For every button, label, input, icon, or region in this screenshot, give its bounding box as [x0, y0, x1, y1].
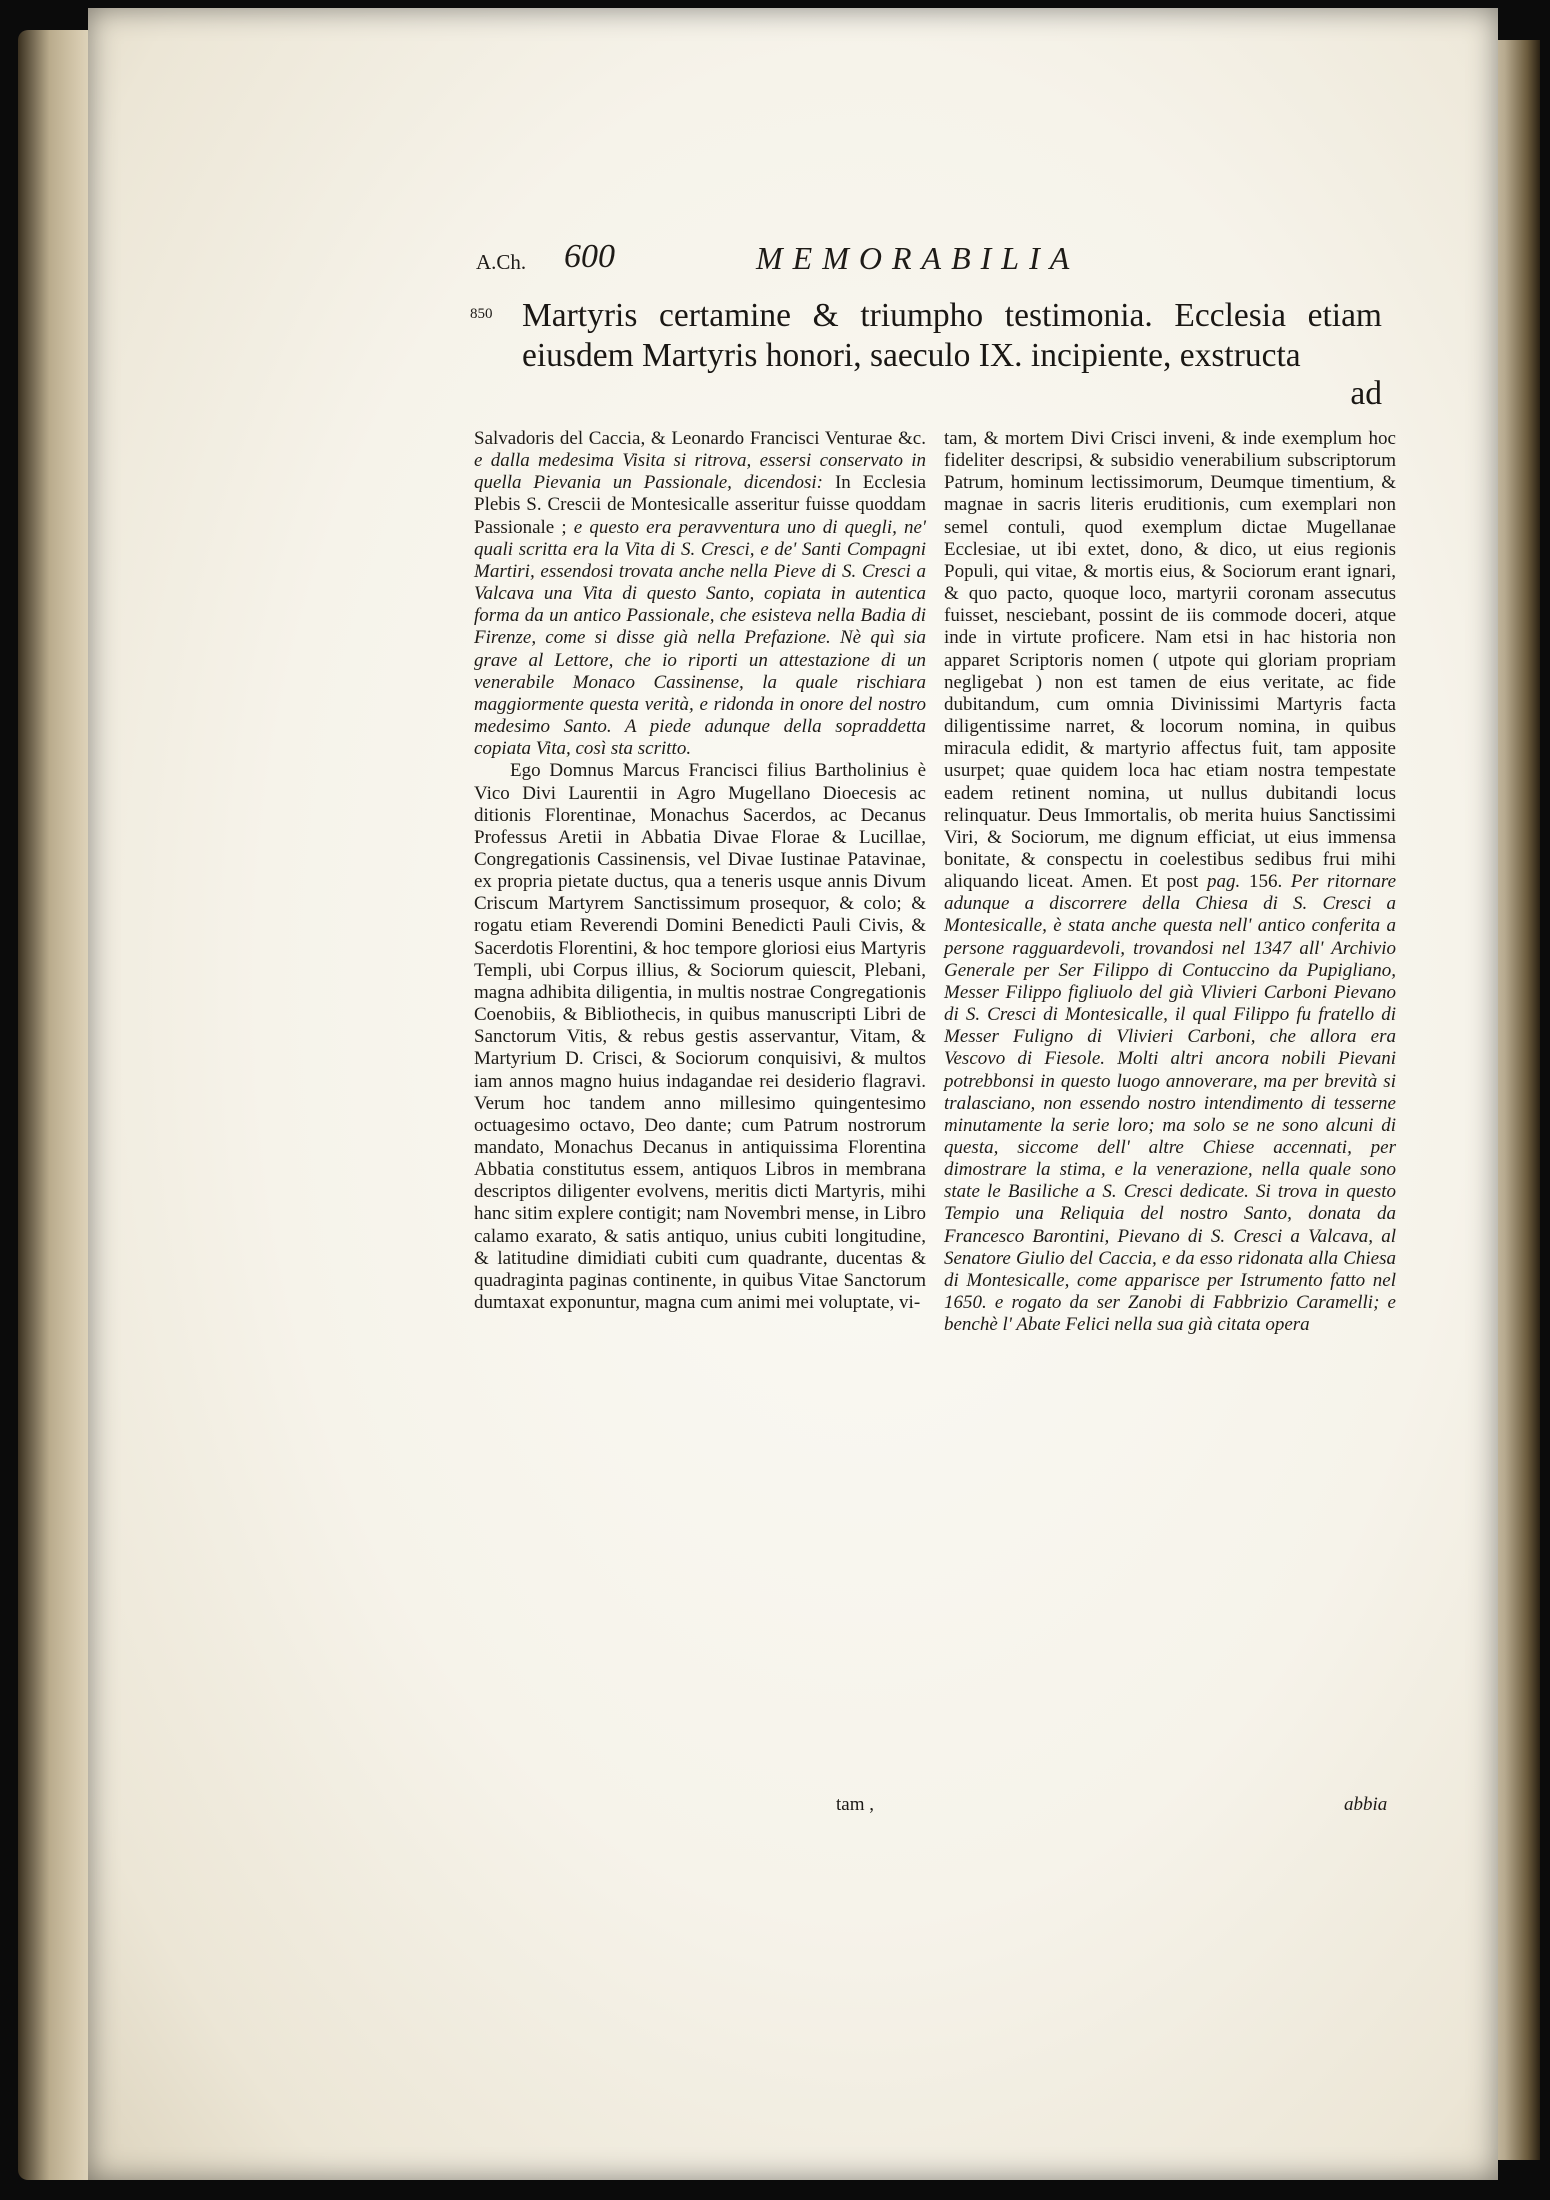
intro-paragraph	[522, 296, 1382, 414]
left-paragraph-2: Ego Domnus Marcus Francisci filius Bartholinius è Vico Divi Laurentii in Agro Mugellano Dioecesis ac ditionis Florentinae, Monachus Sacerdos, ac Decanus Professus Aretii in Abbatia Divae Florae & Lucillae, Congregationis Cassinensis, vel Divae Iustinae Patavinae, ex propria pietate ductus, qua a teneris usque annis Divum Criscum Martyrem Sanctissimum prosequor, & colo; & rogatu etiam Reverendi Domini Benedicti Pauli Civis, & Sacerdotis Florentini, & hoc tempore gloriosi eius Martyris Templi, ubi Corpus illius, & Sociorum quiescit, Plebani, magna adhibita diligentia, in multis nostrae Congregationis Coenobiis, & Bibliothecis, in quibus manuscripti Libri de Sanctorum Vitis, & rebus gestis asservantur, Vitam, & Martyrium D. Crisci, & Sociorum conquisivi, & multos iam annos magno huius indagandae rei desiderio flagravi. Verum hoc tandem anno millesimo quingentesimo octuagesimo octavo, Deo dante; cum Patrum nostrorum mandato, Monachus Decanus in antiquissima Florentina Abbatia constitutus essem, antiquos Libros in membrana descriptos diligenter evolvens, meritis dicti Martyris, mihi hanc sitim explere contigit; nam Novembri mense, in Libro calamo exarato, & satis antiquo, unius cubiti longitudine, & latitudine dimidiati cubiti cum quadrante, ducentas & quadraginta paginas continente, in quibus Vitae Sanctorum dumtaxat exponuntur, magna cum animi mei voluptate, vi-	[474, 760, 926, 1314]
right-paragraph-1	[944, 428, 1396, 1336]
right-p1-italic-c: pag.	[1207, 871, 1241, 893]
running-title: MEMORABILIA	[756, 240, 1080, 276]
right-p1-roman-a: tam, & mortem Divi Crisci inveni, & inde exemplum hoc fideliter descripsi, & subsidio venerabilium subscriptorum Patrum, hominum lectissimorum, Deumque timentium, & magnae in sacris literis eruditionis, cum exemplari non semel contuli, quod exemplum dictae Mugellanae Ecclesiae, ut ibi extet, dono, & dico, ut eius regionis Populi, qui vitae, & mortis eius, & Sociorum erant ignari, & quo pacto, quoque loco, martyrii coronam assecutus fuisset, nesciebant, possint de iis commode doceri, atque inde in virtute proficere. Nam etsi in hac historia non apparet Scriptoris nomen ( utpote qui gloriam propriam negligebat ) non est tamen de eius veritate, ac fide dubitandum, cum omnia Divinissimi Martyris facta diligentissime narret, & locorum nomina, in quibus miracula edidit, & martyrio affectus fuit, tam apposite usurpet; quae quidem loca hac etiam nostra tempestate eadem retinent nomina, ut nullus dubitandi locus relinquatur. Deus Immortalis, ob merita huius Sanctissimi Viri, & Sociorum, me dignum efficiat, ut eius immensa bonitate, & conspectu in coelestibus sedibus frui mihi aliquando liceat. Amen.	[944, 428, 1396, 893]
left-p1-roman-c: In Ecclesia Plebis S. Crescii de Montesicalle asseritur fuisse quoddam Passionale ;	[474, 472, 926, 538]
margin-year: 850	[470, 306, 493, 322]
right-column-catchword: abbia	[1344, 1794, 1388, 1815]
left-p1-roman-a: Salvadoris del Caccia, & Leonardo Francisci Venturae &c.	[474, 428, 926, 449]
running-head	[386, 238, 1206, 288]
anno-christi-label: A.Ch.	[476, 250, 527, 274]
right-column	[944, 428, 1396, 1336]
page-number: 600	[564, 238, 615, 275]
left-p1-italic-d: e questo era peravventura uno di quegli, ne' quali scritta era la Vita di S. Cresci, e de' Santi Compagni Martiri, essendosi trovata anche nella Pieve di S. Cresci a Valcava una Vita di questo Santo, copiata in autentica forma da un antico Passionale, che esisteva nella Badia di Firenze, come si disse già nella Prefazione. Nè quì sia grave al Lettore, che io riporti un attestazione di un venerabile Monaco Cassinense, la quale rischiara maggiormente questa verità, e ridonda in onore del nostro medesimo Santo. A piede adunque della sopraddetta copiata Vita, così sta scritto.	[474, 516, 926, 760]
intro-catchword: ad	[1350, 375, 1382, 412]
intro-text: Martyris certamine & triumpho testimonia. Ecclesia etiam eiusdem Martyris honori, saeculo IX. incipiente, exstructa	[522, 297, 1382, 374]
left-column-catchword: tam ,	[836, 1794, 874, 1815]
left-column	[474, 428, 926, 1314]
right-p1-italic-e: Per ritornare adunque a discorrere della Chiesa di S. Cresci a Montesicalle, è stata anche questa nell' antico conferita a persone ragguardevoli, trovandosi nel 1347 all' Archivio Generale per Ser Filippo di Contuccino da Pupigliano, Messer Filippo figliuolo del già Vlivieri Carboni Pievano di S. Cresci di Montesicalle, il qual Filippo fu fratello di Messer Fuligno di Vlivieri Carboni, che allora era Vescovo di Fiesole. Molti altri ancora nobili Pievani potrebbonsi in questo luogo annoverare, ma per brevità si tralasciano, non essendo nostro intendimento di tesserne minutamente la serie loro; ma solo se ne sono alcuni di questa, siccome dell' altre Chiese accennati, per dimostrare la stima, e la venerazione, nella quale sono state le Basiliche a S. Cresci dedicate. Si trova in questo Tempio una Reliquia del nostro Santo, donata da Francesco Barontini, Pievano di S. Cresci a Valcava, al Senatore Giulio del Caccia, e da esso ridonata alla Chiesa di Montesicalle, come apparisce per Istrumento fatto nel 1650. e rogato da ser Zanobi di Fabbrizio Caramelli; e benchè l' Abate Felici nella sua già citata opera	[944, 871, 1397, 1336]
right-p1-roman-b: Et post	[1141, 871, 1199, 893]
right-p1-roman-d: 156.	[1248, 871, 1283, 893]
left-p1-italic-b: e dalla medesima Visita si ritrova, essersi conservato in quella Pievania un Passionale, dicendosi:	[474, 450, 926, 494]
left-paragraph-1	[474, 428, 926, 760]
